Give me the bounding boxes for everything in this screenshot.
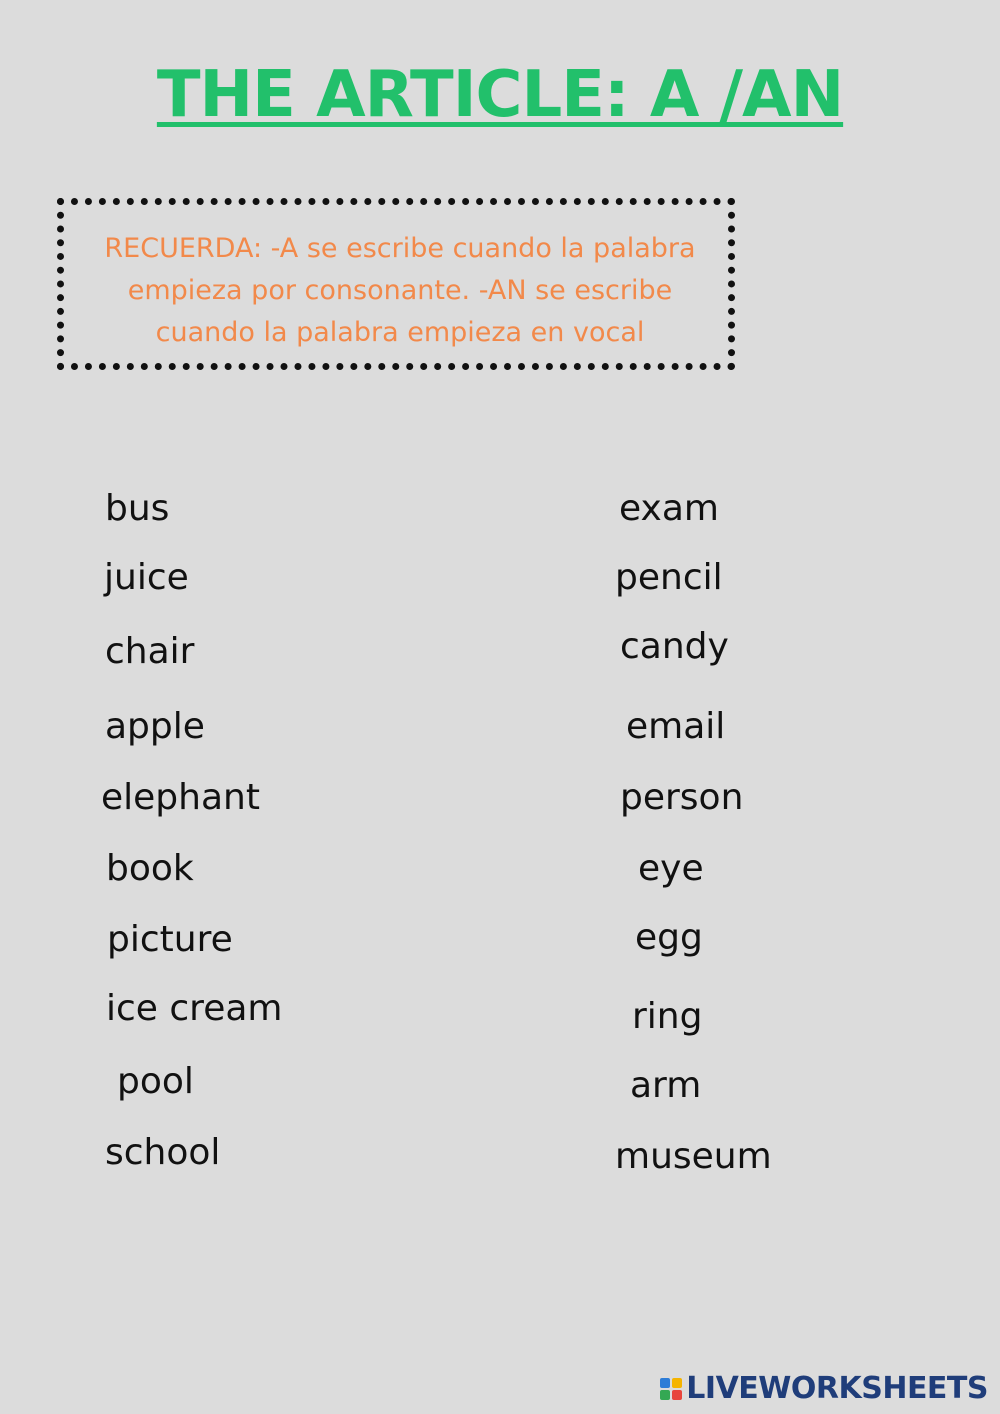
word-item: apple [105,706,205,747]
word-item: pencil [615,557,723,598]
rule-text [60,228,740,354]
liveworksheets-logo-icon [660,1378,682,1400]
word-item: pool [117,1061,194,1102]
word-item: school [105,1132,221,1173]
logo-square [660,1378,670,1388]
word-item: egg [635,917,703,958]
word-item: juice [104,557,189,598]
word-item: arm [630,1065,702,1106]
rule-line-3: cuando la palabra empieza en vocal [155,317,645,348]
word-item: book [106,848,194,889]
word-item: chair [105,631,195,672]
word-item: ice cream [106,988,283,1029]
word-item: ring [632,996,703,1037]
rule-line-1: RECUERDA: -A se escribe cuando la palabra [104,233,696,264]
word-item: elephant [101,777,260,818]
word-item: candy [620,626,729,667]
word-item: bus [105,488,170,529]
rule-line-2: empieza por consonante. -AN se escribe [127,275,673,306]
word-item: museum [615,1136,772,1177]
brand-name: LIVEWORKSHEETS [686,1371,988,1406]
logo-square [660,1390,670,1400]
word-item: picture [107,919,233,960]
word-item: eye [638,848,704,889]
word-item: person [620,777,744,818]
logo-square [672,1378,682,1388]
word-item: exam [619,488,719,529]
liveworksheets-brand[interactable] [660,1371,988,1406]
word-item: email [626,706,726,747]
page-title: THE ARTICLE: A /AN [156,58,844,132]
logo-square [672,1390,682,1400]
